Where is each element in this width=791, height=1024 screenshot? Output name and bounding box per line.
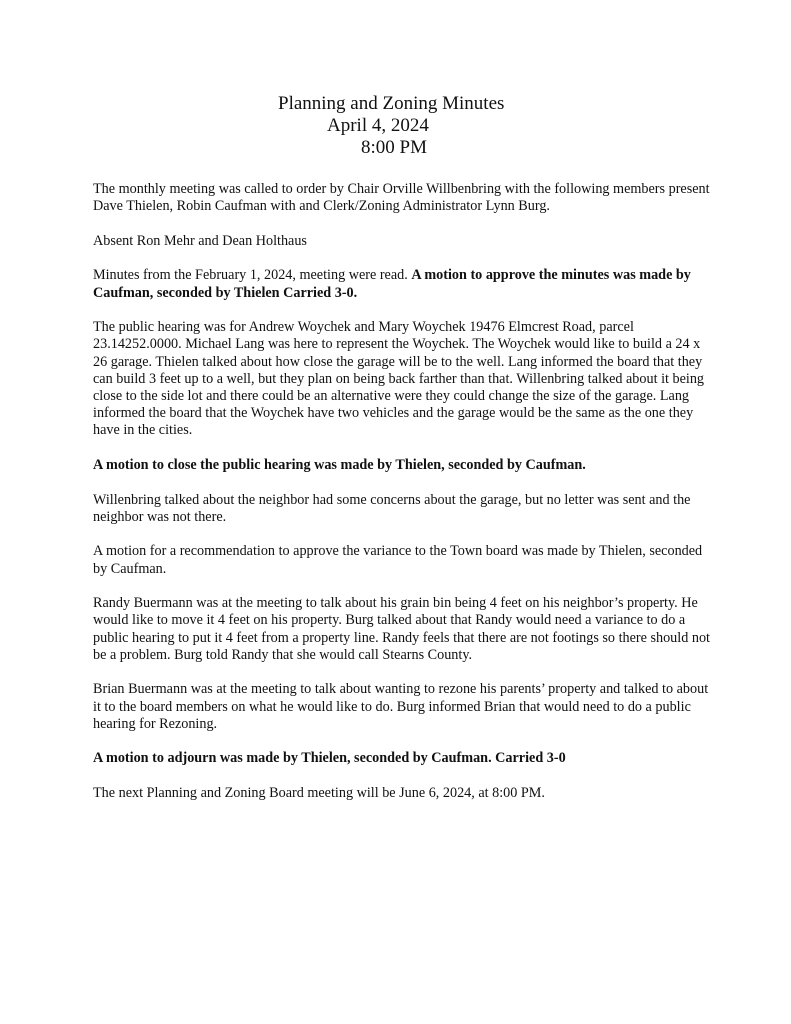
minutes-paragraph <box>93 267 713 301</box>
absent-paragraph: Absent Ron Mehr and Dean Holthaus <box>93 232 307 249</box>
title-block <box>0 93 791 159</box>
minutes-text: Minutes from the February 1, 2024, meeting were read. <box>93 267 412 284</box>
variance-motion-paragraph: A motion for a recommendation to approve the variance to the Town board was made by Thielen, seconded by Caufman. <box>93 543 703 577</box>
call-to-order-paragraph: The monthly meeting was called to order by Chair Orville Willbenbring with the following members present Dave Thielen, Robin Caufman with and Clerk/Zoning Administrator Lynn Burg. <box>93 181 710 215</box>
minutes-body <box>93 181 713 820</box>
public-hearing-paragraph: The public hearing was for Andrew Woychek and Mary Woychek 19476 Elmcrest Road, parcel 23.14252.0000. Michael Lang was here to represent the Woychek. The Woychek would like to build a 24 x 26 garage. Thielen talked about how close the garage will be to the well. Lang informed the board that they can build 3 feet up to a well, but they plan on being back farther than that. Willenbring talked about it being close to the side lot and there could be an alternative were they could change the size of the garage. Lang informed the board that the Woychek have two vehicles and the garage would be the same as the one they have in the cities. <box>93 319 705 439</box>
minutes-motion: A motion to approve the minutes was made by Caufman, seconded by Thielen Carried 3-0. <box>93 267 691 301</box>
meeting-time: 8:00 PM <box>361 137 427 158</box>
close-hearing-motion: A motion to close the public hearing was made by Thielen, seconded by Caufman. <box>93 457 586 473</box>
neighbor-paragraph: Willenbring talked about the neighbor had some concerns about the garage, but no letter was sent and the neighbor was not there. <box>93 491 691 525</box>
grain-bin-paragraph: Randy Buermann was at the meeting to talk about his grain bin being 4 feet on his neighbor’s property. He would like to move it 4 feet on his property. Burg talked about that Randy would need a variance to do a public hearing to put it 4 feet from a property line. Randy feels that there are not footings so there should not be a problem. Burg told Randy that she would call Stearns County. <box>93 595 710 663</box>
adjourn-motion: A motion to adjourn was made by Thielen, seconded by Caufman. Carried 3-0 <box>93 750 566 767</box>
document-title: Planning and Zoning Minutes <box>278 93 505 114</box>
rezone-paragraph: Brian Buermann was at the meeting to talk about wanting to rezone his parents’ property and talked to about it to the board members on what he would like to do. Burg informed Brian that would need to do a public hearing for Rezoning. <box>93 681 709 732</box>
next-meeting-paragraph: The next Planning and Zoning Board meeting will be June 6, 2024, at 8:00 PM. <box>93 784 545 801</box>
meeting-date: April 4, 2024 <box>327 115 429 136</box>
